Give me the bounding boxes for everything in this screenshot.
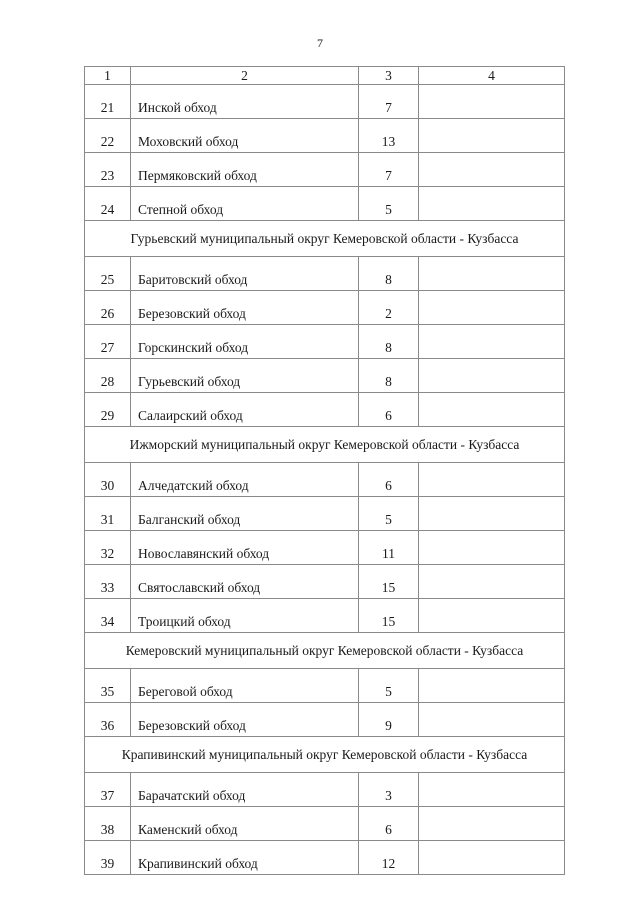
note-cell xyxy=(419,463,565,497)
table-row xyxy=(85,703,565,737)
table-row xyxy=(85,85,565,119)
row-number-cell: 39 xyxy=(85,841,131,875)
forestry-name-cell: Березовский обход xyxy=(131,291,359,325)
forestry-name-cell: Степной обход xyxy=(131,187,359,221)
quantity-cell: 5 xyxy=(359,497,419,531)
row-number-cell: 31 xyxy=(85,497,131,531)
forestry-name-cell: Инской обход xyxy=(131,85,359,119)
row-number-cell: 22 xyxy=(85,119,131,153)
forestry-name-cell: Троицкий обход xyxy=(131,599,359,633)
row-number-cell: 25 xyxy=(85,257,131,291)
table-row xyxy=(85,841,565,875)
note-cell xyxy=(419,153,565,187)
note-cell xyxy=(419,325,565,359)
forestry-name-cell: Горскинский обход xyxy=(131,325,359,359)
forestry-name-cell: Пермяковский обход xyxy=(131,153,359,187)
row-number-cell: 24 xyxy=(85,187,131,221)
row-number-cell: 29 xyxy=(85,393,131,427)
forestry-name-cell: Барачатский обход xyxy=(131,773,359,807)
row-number-cell: 37 xyxy=(85,773,131,807)
table-body xyxy=(85,67,565,875)
note-cell xyxy=(419,291,565,325)
page-number: 7 xyxy=(317,36,323,50)
row-number-cell: 35 xyxy=(85,669,131,703)
row-number-cell: 28 xyxy=(85,359,131,393)
note-cell xyxy=(419,807,565,841)
forestry-name-cell: Каменский обход xyxy=(131,807,359,841)
quantity-cell: 7 xyxy=(359,85,419,119)
table-row xyxy=(85,599,565,633)
table-row xyxy=(85,119,565,153)
quantity-cell: 6 xyxy=(359,393,419,427)
forestry-name-cell: Моховский обход xyxy=(131,119,359,153)
forestry-name-cell: Гурьевский обход xyxy=(131,359,359,393)
forestry-districts-table xyxy=(84,66,565,875)
row-number-cell: 34 xyxy=(85,599,131,633)
column-header-1: 1 xyxy=(85,67,131,85)
row-number-cell: 33 xyxy=(85,565,131,599)
row-number-cell: 38 xyxy=(85,807,131,841)
table-row xyxy=(85,291,565,325)
forestry-name-cell: Салаирский обход xyxy=(131,393,359,427)
forestry-name-cell: Новославянский обход xyxy=(131,531,359,565)
table-row xyxy=(85,463,565,497)
row-number-cell: 23 xyxy=(85,153,131,187)
table-row xyxy=(85,359,565,393)
column-header-3: 3 xyxy=(359,67,419,85)
note-cell xyxy=(419,773,565,807)
table-row xyxy=(85,393,565,427)
note-cell xyxy=(419,359,565,393)
note-cell xyxy=(419,257,565,291)
note-cell xyxy=(419,565,565,599)
table-row xyxy=(85,497,565,531)
municipal-district-heading-row xyxy=(85,427,565,463)
forestry-name-cell: Березовский обход xyxy=(131,703,359,737)
table-row xyxy=(85,807,565,841)
quantity-cell: 12 xyxy=(359,841,419,875)
table-row xyxy=(85,257,565,291)
quantity-cell: 8 xyxy=(359,325,419,359)
column-number-row xyxy=(85,67,565,85)
forestry-name-cell: Алчедатский обход xyxy=(131,463,359,497)
note-cell xyxy=(419,841,565,875)
note-cell xyxy=(419,187,565,221)
note-cell xyxy=(419,119,565,153)
municipal-district-heading: Ижморский муниципальный округ Кемеровской области - Кузбасса xyxy=(85,427,565,463)
note-cell xyxy=(419,497,565,531)
table-row xyxy=(85,565,565,599)
table-row xyxy=(85,669,565,703)
note-cell xyxy=(419,531,565,565)
quantity-cell: 5 xyxy=(359,669,419,703)
forestry-name-cell: Балганский обход xyxy=(131,497,359,531)
note-cell xyxy=(419,85,565,119)
quantity-cell: 6 xyxy=(359,807,419,841)
row-number-cell: 27 xyxy=(85,325,131,359)
quantity-cell: 15 xyxy=(359,565,419,599)
row-number-cell: 30 xyxy=(85,463,131,497)
table-row xyxy=(85,325,565,359)
municipal-district-heading-row xyxy=(85,221,565,257)
quantity-cell: 6 xyxy=(359,463,419,497)
row-number-cell: 36 xyxy=(85,703,131,737)
forestry-name-cell: Крапивинский обход xyxy=(131,841,359,875)
quantity-cell: 11 xyxy=(359,531,419,565)
quantity-cell: 7 xyxy=(359,153,419,187)
table-row xyxy=(85,773,565,807)
quantity-cell: 8 xyxy=(359,359,419,393)
table-row xyxy=(85,153,565,187)
table-row xyxy=(85,531,565,565)
quantity-cell: 15 xyxy=(359,599,419,633)
forestry-name-cell: Святославский обход xyxy=(131,565,359,599)
quantity-cell: 8 xyxy=(359,257,419,291)
column-header-4: 4 xyxy=(419,67,565,85)
note-cell xyxy=(419,669,565,703)
quantity-cell: 9 xyxy=(359,703,419,737)
note-cell xyxy=(419,703,565,737)
forestry-name-cell: Береговой обход xyxy=(131,669,359,703)
quantity-cell: 3 xyxy=(359,773,419,807)
table-row xyxy=(85,187,565,221)
quantity-cell: 2 xyxy=(359,291,419,325)
note-cell xyxy=(419,393,565,427)
forestry-name-cell: Баритовский обход xyxy=(131,257,359,291)
row-number-cell: 21 xyxy=(85,85,131,119)
municipal-district-heading: Гурьевский муниципальный округ Кемеровской области - Кузбасса xyxy=(85,221,565,257)
row-number-cell: 26 xyxy=(85,291,131,325)
column-header-2: 2 xyxy=(131,67,359,85)
municipal-district-heading-row xyxy=(85,633,565,669)
row-number-cell: 32 xyxy=(85,531,131,565)
quantity-cell: 13 xyxy=(359,119,419,153)
note-cell xyxy=(419,599,565,633)
municipal-district-heading-row xyxy=(85,737,565,773)
municipal-district-heading: Крапивинский муниципальный округ Кемеровской области - Кузбасса xyxy=(85,737,565,773)
quantity-cell: 5 xyxy=(359,187,419,221)
municipal-district-heading: Кемеровский муниципальный округ Кемеровской области - Кузбасса xyxy=(85,633,565,669)
